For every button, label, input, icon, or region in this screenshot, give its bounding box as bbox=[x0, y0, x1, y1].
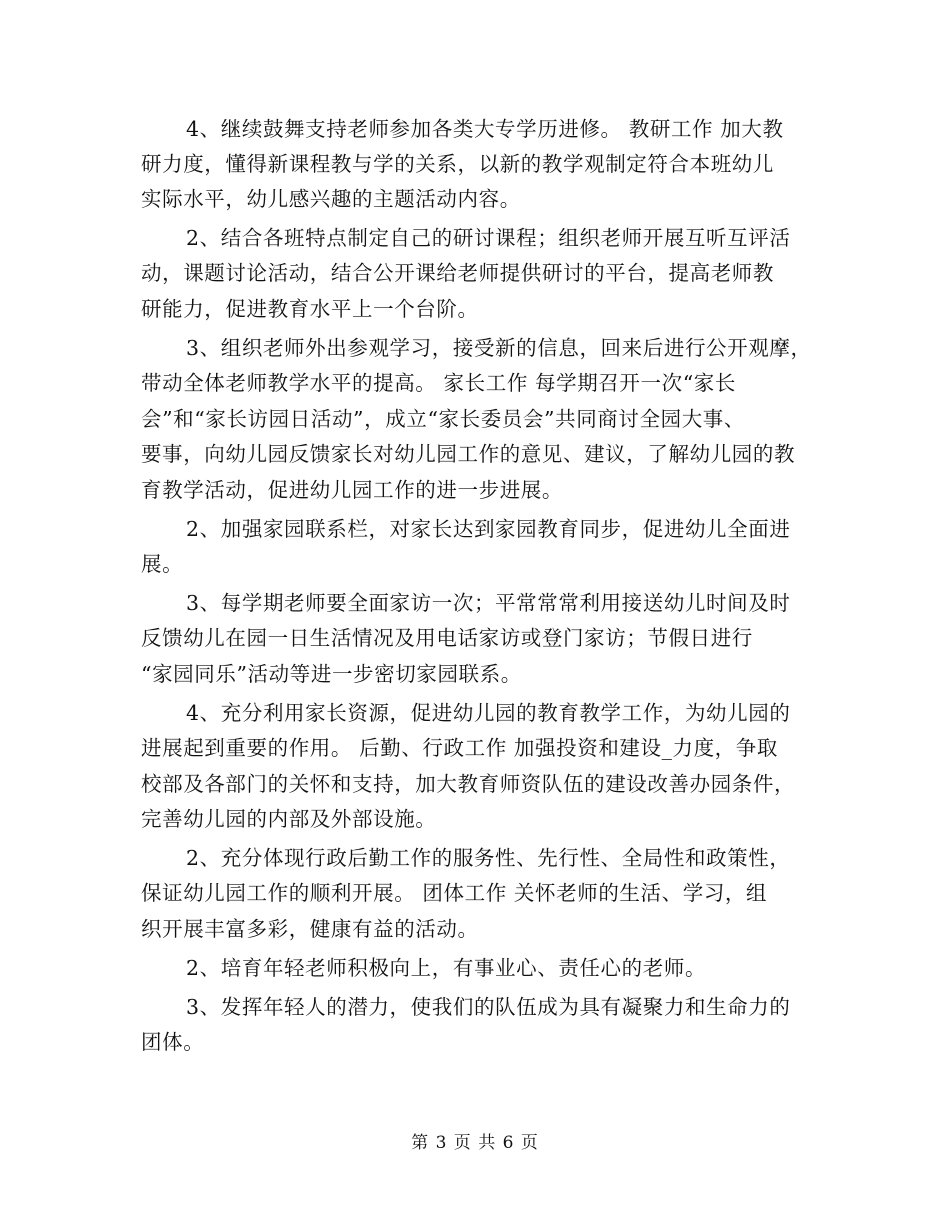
text-line: 团体。 bbox=[141, 1030, 205, 1054]
text-line: 2、培育年轻老师积极向上，有事业心、责任心的老师。 bbox=[186, 956, 707, 980]
text-line: 会”和“家长访园日活动”，成立“家长委员会”共同商讨全园大事、 bbox=[141, 407, 745, 431]
text-line: 4、继续鼓舞支持老师参加各类大专学历进修。 教研工作 加大教 bbox=[186, 117, 784, 141]
text-line: 实际水平，幼儿感兴趣的主题活动内容。 bbox=[141, 187, 521, 211]
text-line: 校部及各部门的关怀和支持，加大教育师资队伍的建设改善办园条件， bbox=[141, 772, 796, 796]
text-line: 要事，向幼儿园反馈家长对幼儿园工作的意见、建议，了解幼儿园的教 bbox=[141, 442, 796, 466]
text-line: 4、充分利用家长资源，促进幼儿园的教育教学工作，为幼儿园的 bbox=[186, 701, 791, 725]
text-line: 展。 bbox=[141, 552, 184, 576]
text-line: 2、充分体现行政后勤工作的服务性、先行性、全局性和政策性， bbox=[186, 846, 791, 870]
page-number: 第 3 页 共 6 页 bbox=[411, 1133, 539, 1153]
text-line: 2、结合各班特点制定自己的研讨课程；组织老师开展互听互评活 bbox=[186, 226, 791, 250]
text-line: 织开展丰富多彩，健康有益的活动。 bbox=[141, 917, 479, 941]
text-line: 带动全体老师教学水平的提高。 家长工作 每学期召开一次“家长 bbox=[141, 371, 737, 395]
text-line: 3、组织老师外出参观学习，接受新的信息，回来后进行公开观摩， bbox=[186, 336, 812, 360]
text-line: 保证幼儿园工作的顺利开展。 团体工作 关怀老师的生活、学习，组 bbox=[141, 881, 768, 905]
text-line: 动，课题讨论活动，结合公开课给老师提供研讨的平台，提高老师教 bbox=[141, 261, 774, 285]
text-line: 2、加强家园联系栏，对家长达到家园教育同步，促进幼儿全面进 bbox=[186, 517, 791, 541]
text-line: 研力度，懂得新课程教与学的关系，以新的教学观制定符合本班幼儿 bbox=[141, 152, 774, 176]
text-line: 3、发挥年轻人的潜力，使我们的队伍成为具有凝聚力和生命力的 bbox=[186, 995, 791, 1019]
text-line: 完善幼儿园的内部及外部设施。 bbox=[141, 807, 437, 831]
text-line: 研能力，促进教育水平上一个台阶。 bbox=[141, 297, 479, 321]
text-line: 进展起到重要的作用。 后勤、行政工作 加强投资和建设_力度，争取 bbox=[141, 736, 778, 760]
text-line: “家园同乐”活动等进一步密切家园联系。 bbox=[141, 662, 522, 686]
text-line: 反馈幼儿在园一日生活情况及用电话家访或登门家访；节假日进行 bbox=[141, 626, 753, 650]
text-line: 3、每学期老师要全面家访一次；平常常常利用接送幼儿时间及时 bbox=[186, 591, 791, 615]
text-line: 育教学活动，促进幼儿园工作的进一步进展。 bbox=[141, 478, 563, 502]
